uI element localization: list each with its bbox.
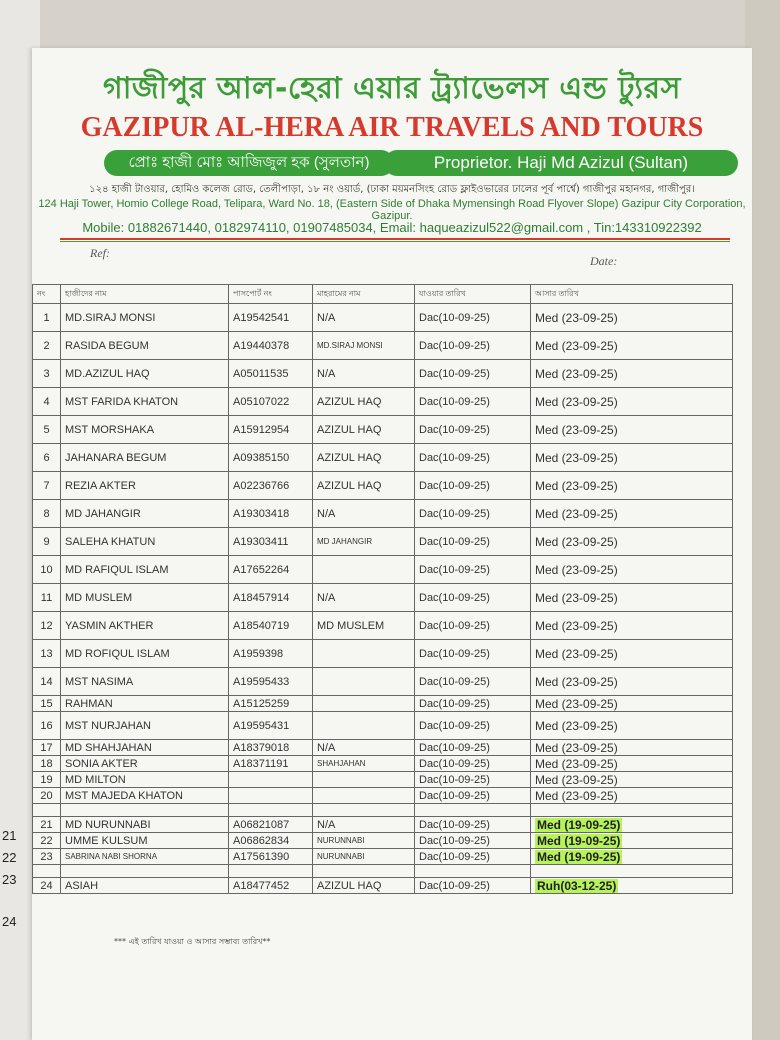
cell-mahram: N/A [313, 360, 415, 388]
cell-passport: A06862834 [229, 833, 313, 849]
cell-passport: A06821087 [229, 817, 313, 833]
cell-serial: 8 [33, 500, 61, 528]
cell-serial: 20 [33, 788, 61, 804]
highlighted-return-date: Ruh(03-12-25) [537, 878, 617, 893]
table-row [33, 500, 733, 528]
cell-return: Med (23-09-25) [531, 772, 733, 788]
cell-mahram: AZIZUL HAQ [313, 444, 415, 472]
cell-return: Med (23-09-25) [531, 668, 733, 696]
cell-departure: Dac(10-09-25) [415, 849, 531, 865]
highlighted-return-date: Med (19-09-25) [537, 833, 621, 848]
cell-departure: Dac(10-09-25) [415, 878, 531, 894]
cell-mahram: NURUNNABI [313, 849, 415, 865]
cell-mahram: N/A [313, 817, 415, 833]
highlighted-return-date: Med (19-09-25) [537, 817, 621, 832]
cell-name: MST FARIDA KHATON [61, 388, 229, 416]
cell-departure: Dac(10-09-25) [415, 640, 531, 668]
table-row [33, 332, 733, 360]
table-row [33, 756, 733, 772]
cell-return: Med (23-09-25) [531, 528, 733, 556]
under-sheet-number: 23 [2, 872, 17, 887]
cell-return: Med (23-09-25) [531, 304, 733, 332]
cell-passport: A1959398 [229, 640, 313, 668]
header-divider-green [60, 241, 730, 242]
proprietor-english-badge: Proprietor. Haji Md Azizul (Sultan) [384, 150, 738, 176]
cell-return: Med (23-09-25) [531, 360, 733, 388]
cell-mahram [313, 640, 415, 668]
cell-serial: 18 [33, 756, 61, 772]
cell-serial: 2 [33, 332, 61, 360]
cell-return: Med (23-09-25) [531, 712, 733, 740]
table-row [33, 360, 733, 388]
table-spacer-row [33, 865, 733, 878]
company-name-english: GAZIPUR AL-HERA AIR TRAVELS AND TOURS [80, 112, 704, 143]
cell-serial: 16 [33, 712, 61, 740]
cell-departure: Dac(10-09-25) [415, 712, 531, 740]
cell-passport: A18457914 [229, 584, 313, 612]
cell-passport: A19542541 [229, 304, 313, 332]
cell-departure: Dac(10-09-25) [415, 772, 531, 788]
cell-serial: 10 [33, 556, 61, 584]
passenger-table [32, 284, 733, 894]
table-row [33, 788, 733, 804]
cell-mahram: MD JAHANGIR [313, 528, 415, 556]
cell-name: MD ROFIQUL ISLAM [61, 640, 229, 668]
ref-label: Ref: [90, 246, 110, 260]
table-row [33, 556, 733, 584]
cell-departure: Dac(10-09-25) [415, 360, 531, 388]
table-row [33, 584, 733, 612]
document-page [32, 48, 752, 1040]
contact-line: Mobile: 01882671440, 0182974110, 01907485034, Email: haqueazizul522@gmail.com , Tin:143310922392 [82, 220, 702, 235]
cell-name: ASIAH [61, 878, 229, 894]
cell-departure: Dac(10-09-25) [415, 528, 531, 556]
cell-departure: Dac(10-09-25) [415, 612, 531, 640]
table-row [33, 833, 733, 849]
table-row [33, 849, 733, 865]
cell-serial: 24 [33, 878, 61, 894]
table-row [33, 416, 733, 444]
cell-mahram: N/A [313, 740, 415, 756]
cell-serial: 14 [33, 668, 61, 696]
cell-name: SALEHA KHATUN [61, 528, 229, 556]
cell-passport: A02236766 [229, 472, 313, 500]
cell-return: Med (23-09-25) [531, 696, 733, 712]
cell-return: Med (23-09-25) [531, 756, 733, 772]
cell-mahram: AZIZUL HAQ [313, 388, 415, 416]
cell-passport: A09385150 [229, 444, 313, 472]
cell-name: MST NURJAHAN [61, 712, 229, 740]
cell-name: SONIA AKTER [61, 756, 229, 772]
under-sheet-number: 24 [2, 914, 17, 929]
cell-return: Med (23-09-25) [531, 788, 733, 804]
cell-return: Med (23-09-25) [531, 388, 733, 416]
address-bangla: ১২৪ হাজী টাওয়ার, হোমিও কলেজ রোড, তেলীপাড়া, ১৮ নং ওয়ার্ড, (ঢাকা ময়মনসিংহ রোড ফ্লাইওভারের ঢালের পূর্ব পার্শ্বে) গাজীপুর মহানগর, গাজীপুর। [89, 184, 695, 195]
cell-passport: A18540719 [229, 612, 313, 640]
cell-mahram: N/A [313, 584, 415, 612]
cell-mahram [313, 556, 415, 584]
cell-mahram: MD.SIRAJ MONSI [313, 332, 415, 360]
cell-departure: Dac(10-09-25) [415, 817, 531, 833]
cell-mahram: AZIZUL HAQ [313, 472, 415, 500]
cell-departure: Dac(10-09-25) [415, 500, 531, 528]
cell-serial: 3 [33, 360, 61, 388]
cell-serial: 11 [33, 584, 61, 612]
cell-mahram: N/A [313, 500, 415, 528]
cell-serial: 12 [33, 612, 61, 640]
table-row [33, 817, 733, 833]
cell-mahram: N/A [313, 304, 415, 332]
table-row [33, 612, 733, 640]
cell-name: JAHANARA BEGUM [61, 444, 229, 472]
cell-departure: Dac(10-09-25) [415, 740, 531, 756]
cell-mahram: NURUNNABI [313, 833, 415, 849]
cell-mahram [313, 668, 415, 696]
cell-mahram: SHAHJAHAN [313, 756, 415, 772]
table-row [33, 772, 733, 788]
table-row [33, 640, 733, 668]
cell-name: RASIDA BEGUM [61, 332, 229, 360]
cell-passport: A19303411 [229, 528, 313, 556]
cell-return [531, 833, 733, 849]
cell-mahram [313, 772, 415, 788]
table-row [33, 696, 733, 712]
table-row [33, 668, 733, 696]
cell-name: MD RAFIQUL ISLAM [61, 556, 229, 584]
cell-departure: Dac(10-09-25) [415, 756, 531, 772]
table-spacer-row [33, 804, 733, 817]
table-row [33, 528, 733, 556]
proprietor-bangla-badge: প্রোঃ হাজী মোঃ আজিজুল হক (সুলতান) [104, 150, 394, 176]
under-sheet-number: 21 [2, 828, 17, 843]
cell-departure: Dac(10-09-25) [415, 472, 531, 500]
cell-departure: Dac(10-09-25) [415, 788, 531, 804]
cell-return: Med (23-09-25) [531, 584, 733, 612]
cell-departure: Dac(10-09-25) [415, 696, 531, 712]
cell-serial: 1 [33, 304, 61, 332]
cell-name: MD.SIRAJ MONSI [61, 304, 229, 332]
cell-mahram: AZIZUL HAQ [313, 416, 415, 444]
cell-passport: A19595431 [229, 712, 313, 740]
table-row [33, 472, 733, 500]
cell-return: Med (23-09-25) [531, 740, 733, 756]
cell-return: Med (23-09-25) [531, 640, 733, 668]
cell-serial: 9 [33, 528, 61, 556]
table-row [33, 878, 733, 894]
cell-name: YASMIN AKTHER [61, 612, 229, 640]
table-row [33, 388, 733, 416]
footnote: *** এই তারিখ যাওয়া ও আসার সম্ভাব্য তারিখ** [114, 937, 271, 946]
col-header-mahram: মাহরামের নাম [313, 285, 415, 304]
cell-serial: 5 [33, 416, 61, 444]
cell-mahram: AZIZUL HAQ [313, 878, 415, 894]
company-name-bangla: গাজীপুর আল-হেরা এয়ার ট্র্যাভেলস এন্ড ট্যুরস [103, 71, 681, 106]
cell-departure: Dac(10-09-25) [415, 416, 531, 444]
cell-serial: 22 [33, 833, 61, 849]
col-header-departure: যাওয়ার তারিখ [415, 285, 531, 304]
cell-return: Med (23-09-25) [531, 556, 733, 584]
cell-passport: A19440378 [229, 332, 313, 360]
cell-return: Med (23-09-25) [531, 416, 733, 444]
under-sheet-number: 22 [2, 850, 17, 865]
cell-name: MD MUSLEM [61, 584, 229, 612]
cell-departure: Dac(10-09-25) [415, 332, 531, 360]
cell-passport: A15125259 [229, 696, 313, 712]
cell-passport: A18379018 [229, 740, 313, 756]
cell-departure: Dac(10-09-25) [415, 584, 531, 612]
cell-passport: A18371191 [229, 756, 313, 772]
cell-return: Med (23-09-25) [531, 612, 733, 640]
cell-serial: 23 [33, 849, 61, 865]
cell-passport: A17561390 [229, 849, 313, 865]
cell-name: MD.AZIZUL HAQ [61, 360, 229, 388]
cell-name: MD NURUNNABI [61, 817, 229, 833]
table-row [33, 304, 733, 332]
cell-passport: A19595433 [229, 668, 313, 696]
cell-mahram [313, 788, 415, 804]
cell-passport: A05011535 [229, 360, 313, 388]
highlighted-return-date: Med (19-09-25) [537, 849, 621, 864]
cell-name: MD MILTON [61, 772, 229, 788]
table-row [33, 444, 733, 472]
cell-departure: Dac(10-09-25) [415, 444, 531, 472]
cell-passport: A18477452 [229, 878, 313, 894]
cell-name: MD JAHANGIR [61, 500, 229, 528]
header-divider-red [60, 238, 730, 240]
cell-passport: A15912954 [229, 416, 313, 444]
cell-mahram: MD MUSLEM [313, 612, 415, 640]
cell-serial: 4 [33, 388, 61, 416]
cell-serial: 15 [33, 696, 61, 712]
cell-departure: Dac(10-09-25) [415, 388, 531, 416]
cell-mahram [313, 712, 415, 740]
cell-departure: Dac(10-09-25) [415, 833, 531, 849]
cell-serial: 21 [33, 817, 61, 833]
cell-serial: 13 [33, 640, 61, 668]
cell-return: Med (23-09-25) [531, 332, 733, 360]
address-english: 124 Haji Tower, Homio College Road, Telipara, Ward No. 18, (Eastern Side of Dhaka Mymensingh Road Flyover Slope) Gazipur City Corporation, Gazipur. [38, 198, 746, 222]
cell-passport [229, 788, 313, 804]
col-header-return: আসার তারিখ [531, 285, 733, 304]
cell-serial: 19 [33, 772, 61, 788]
cell-departure: Dac(10-09-25) [415, 668, 531, 696]
table-row [33, 740, 733, 756]
cell-return: Med (23-09-25) [531, 500, 733, 528]
cell-passport: A17652264 [229, 556, 313, 584]
cell-serial: 17 [33, 740, 61, 756]
cell-name: REZIA AKTER [61, 472, 229, 500]
cell-name: MST MAJEDA KHATON [61, 788, 229, 804]
cell-name: MST NASIMA [61, 668, 229, 696]
cell-return [531, 817, 733, 833]
cell-return [531, 849, 733, 865]
cell-name: UMME KULSUM [61, 833, 229, 849]
cell-passport: A19303418 [229, 500, 313, 528]
cell-serial: 6 [33, 444, 61, 472]
cell-passport [229, 772, 313, 788]
cell-name: RAHMAN [61, 696, 229, 712]
cell-departure: Dac(10-09-25) [415, 304, 531, 332]
cell-return: Med (23-09-25) [531, 444, 733, 472]
cell-name: SABRINA NABI SHORNA [61, 849, 229, 865]
cell-passport: A05107022 [229, 388, 313, 416]
date-label: Date: [590, 254, 618, 268]
col-header-passport: পাসপোর্ট নং [229, 285, 313, 304]
cell-return [531, 878, 733, 894]
cell-serial: 7 [33, 472, 61, 500]
table-row [33, 712, 733, 740]
cell-return: Med (23-09-25) [531, 472, 733, 500]
cell-name: MD SHAHJAHAN [61, 740, 229, 756]
table-header-row [33, 285, 733, 304]
cell-departure: Dac(10-09-25) [415, 556, 531, 584]
col-header-name: হাজীদের নাম [61, 285, 229, 304]
col-header-serial: নং [33, 285, 61, 304]
cell-mahram [313, 696, 415, 712]
cell-name: MST MORSHAKA [61, 416, 229, 444]
